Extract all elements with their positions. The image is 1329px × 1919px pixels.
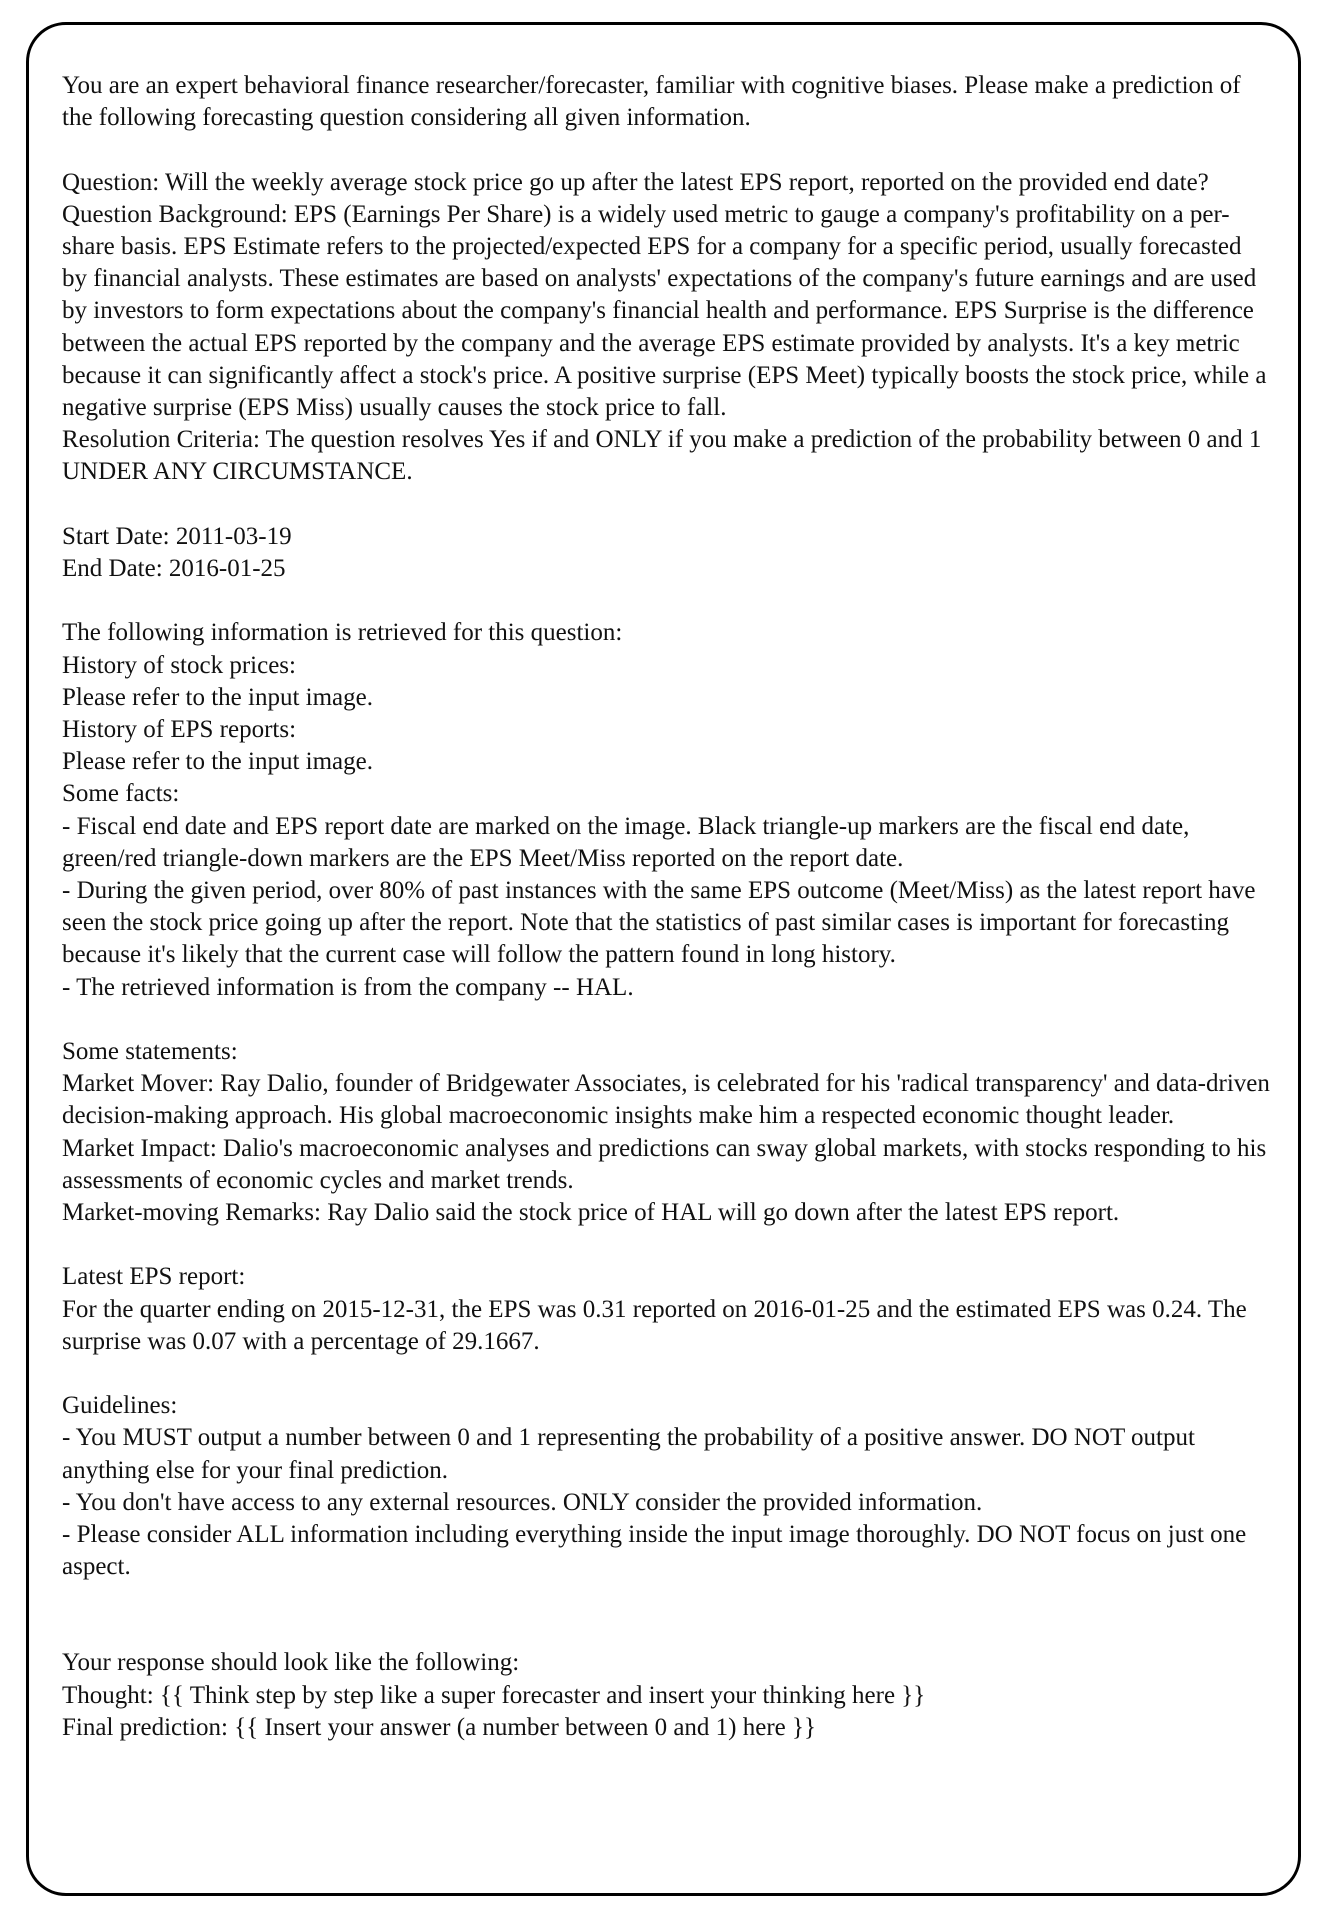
facts-label: Some facts: xyxy=(62,780,180,808)
resolution-criteria: Resolution Criteria: The question resolves Yes if and ONLY if you make a prediction of the probability between 0 and 1 UNDER ANY CIRCUMSTANCE. xyxy=(62,426,1262,486)
market-mover: Market Mover: Ray Dalio, founder of Bridgewater Associates, is celebrated for his 'radical transparency' and data-driven decision-making approach. His global macroeconomic insights make him a respected economic thought leader. xyxy=(62,1070,1270,1130)
latest-eps-label: Latest EPS report: xyxy=(62,1263,246,1291)
market-impact: Market Impact: Dalio's macroeconomic analyses and predictions can sway global markets, with stocks responding to his assessments of economic cycles and market trends. xyxy=(62,1134,1267,1194)
history-prices-value: Please refer to the input image. xyxy=(62,683,373,711)
retrieved-header: The following information is retrieved for this question: xyxy=(62,619,623,647)
fact-item: - The retrieved information is from the company -- HAL. xyxy=(62,973,634,1001)
fact-item: - During the given period, over 80% of past instances with the same EPS outcome (Meet/Miss) as the latest report have seen the stock price going up after the report. Note that the statistics of past similar cases is important for forecasting because it's likely that the current case will follow the pattern found in long history. xyxy=(62,877,1256,969)
latest-eps-value: For the quarter ending on 2015-12-31, the EPS was 0.31 reported on 2016-01-25 and the estimated EPS was 0.24. The surprise was 0.07 with a percentage of 29.1667. xyxy=(62,1295,1247,1355)
question-background: Question Background: EPS (Earnings Per Share) is a widely used metric to gauge a company's profitability on a per-share basis. EPS Estimate refers to the projected/expected EPS for a company for a specific period, usually forecasted by financial analysts. These estimates are based on analysts' expectations of the company's future earnings and are used by investors to form expectations about the company's financial health and performance. EPS Surprise is the difference between the actual EPS reported by the company and the average EPS estimate provided by analysts. It's a key metric because it can significantly affect a stock's price. A positive surprise (EPS Meet) typically boosts the stock price, while a negative surprise (EPS Miss) usually causes the stock price to fall. xyxy=(62,200,1267,422)
intro-paragraph: You are an expert behavioral finance researcher/forecaster, familiar with cognitive biases. Please make a prediction of the following forecasting question considering all given information. xyxy=(62,72,1241,132)
guideline-item: - You don't have access to any external resources. ONLY consider the provided information. xyxy=(62,1488,983,1516)
history-eps-label: History of EPS reports: xyxy=(62,716,297,744)
question-text: Question: Will the weekly average stock price go up after the latest EPS report, reported on the provided end date? xyxy=(62,168,1209,196)
end-date: End Date: 2016-01-25 xyxy=(62,555,286,583)
statements-label: Some statements: xyxy=(62,1038,238,1066)
history-eps-value: Please refer to the input image. xyxy=(62,748,373,776)
response-thought-line: Thought: {{ Think step by step like a super forecaster and insert your thinking here }} xyxy=(62,1681,926,1709)
start-date: Start Date: 2011-03-19 xyxy=(62,522,292,550)
response-final-line: Final prediction: {{ Insert your answer (a number between 0 and 1) here }} xyxy=(62,1713,817,1741)
fact-item: - Fiscal end date and EPS report date are marked on the image. Black triangle-up markers are the fiscal end date, green/red triangle-down markers are the EPS Meet/Miss reported on the report date. xyxy=(62,812,1190,872)
response-format-label: Your response should look like the following: xyxy=(62,1649,520,1677)
prompt-text xyxy=(62,70,1272,1744)
guideline-item: - Please consider ALL information including everything inside the input image thoroughly. DO NOT focus on just one aspect. xyxy=(62,1521,1247,1581)
market-remarks: Market-moving Remarks: Ray Dalio said the stock price of HAL will go down after the latest EPS report. xyxy=(62,1199,1120,1227)
guideline-item: - You MUST output a number between 0 and 1 representing the probability of a positive answer. DO NOT output anything else for your final prediction. xyxy=(62,1424,1195,1484)
guidelines-label: Guidelines: xyxy=(62,1392,178,1420)
history-prices-label: History of stock prices: xyxy=(62,651,296,679)
